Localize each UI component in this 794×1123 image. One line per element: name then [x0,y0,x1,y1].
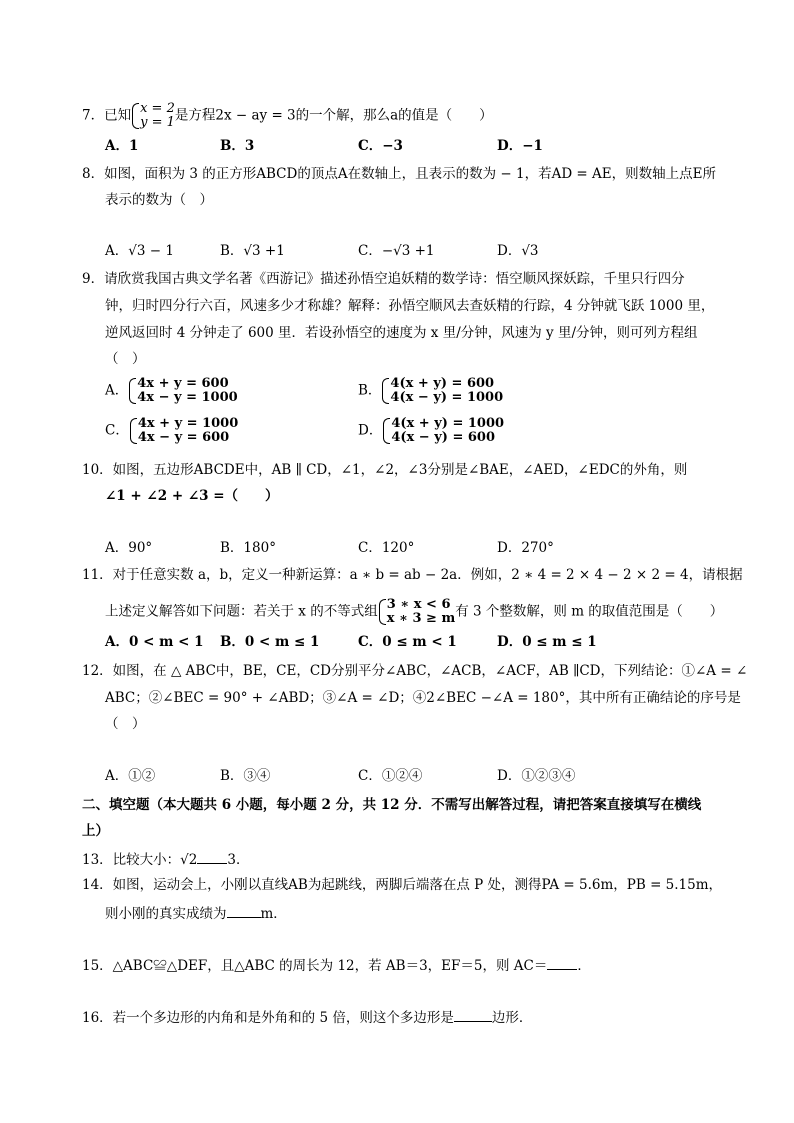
question-8-line-2: 表示的数为（ ） [105,192,213,208]
q14-answer-blank[interactable] [227,903,261,918]
question-7-stem [82,102,493,130]
section-2-heading-line-1: 二、填空题（本大题共 6 小题，每小题 2 分，共 12 分．不需写出解答过程，请把答案直接填写在横线 [82,797,702,813]
q9-b-eq-2: 4(x − y) = 1000 [390,390,504,405]
q11-line-2-suffix: 有 3 个整数解，则 m 的取值范围是（ ） [455,603,724,620]
q7-option-c: C．−3 [358,138,403,154]
question-9-line-2: 钟，归时四分行六百，风速多少才称雄？解释：孙悟空顺风去查妖精的行踪，4 分钟就飞跃 1000 里， [105,298,715,314]
q9-option-b-system [381,377,503,405]
question-9-line-1: 9．请欣赏我国古典文学名著《西游记》描述孙悟空追妖精的数学诗：悟空顺风探妖踪，千里只行四分 [82,271,685,287]
q16-suffix: 边形． [491,1010,533,1026]
q11-line-2-prefix: 上述定义解答如下问题：若关于 x 的不等式组 [105,603,378,620]
question-12-line-1: 12．如图，在 △ ABC中，BE，CE，CD分别平分∠ABC，∠ACB，∠ACF，AB ∥CD，下列结论：①∠A = ∠ [82,663,748,679]
q13-suffix: 3． [227,852,250,868]
q11-ineq-2: x ∗ 3 ≥ m [386,611,456,626]
q9-option-c-system [129,417,238,445]
q11-option-b: B．0 < m ≤ 1 [220,634,320,650]
q11-option-a: A．0 < m < 1 [105,634,204,650]
question-9-line-3: 逆风返回时 4 分钟走了 600 里．若设孙悟空的速度为 x 里/分钟，风速为 y 里/分钟，则可列方程组 [105,325,698,341]
q8-option-b: B．√3 +1 [220,243,285,259]
q12-option-a: A．①② [105,768,156,784]
q7-stem-suffix: 是方程2x − ay = 3的一个解，那么a的值是（ ） [174,107,493,124]
q11-option-c: C．0 ≤ m < 1 [358,634,457,650]
q9-option-b-label: B． [358,382,382,399]
q8-option-d: D．√3 [497,243,539,259]
question-16 [82,1007,532,1027]
question-10-line-1: 10．如图，五边形ABCDE中，AB ∥ CD，∠1，∠2，∠3分别是∠BAE，∠AED，∠EDC的外角，则 [82,462,688,478]
q9-c-eq-2: 4x − y = 600 [137,430,230,445]
q10-option-b: B．180° [220,540,276,556]
q9-a-eq-1: 4x + y = 600 [137,376,229,391]
q9-b-eq-1: 4(x + y) = 600 [390,376,495,391]
q7-eq-2: y = 1 [140,115,175,130]
q11-option-d: D．0 ≤ m ≤ 1 [497,634,597,650]
q15-answer-blank[interactable] [547,955,577,970]
q9-a-eq-2: 4x − y = 1000 [137,390,238,405]
q9-d-eq-2: 4(x − y) = 600 [391,430,496,445]
q9-option-a [105,377,238,405]
q10-option-c: C．120° [358,540,415,556]
q10-option-a: A．90° [105,540,153,556]
question-9-line-4: （ ） [105,351,146,367]
question-15 [82,955,591,975]
q12-option-c: C．①②④ [358,768,423,784]
q9-option-b [358,377,503,405]
q9-c-eq-1: 4x + y = 1000 [137,416,239,431]
q13-answer-blank[interactable] [197,849,227,864]
q15-suffix: ． [577,958,591,974]
q11-ineq-1: 3 ∗ x < 6 [386,597,451,612]
q8-option-a: A．√3 − 1 [105,243,174,259]
q7-equation-system [131,102,175,130]
q15-prefix: 15．△ABC≌△DEF，且△ABC 的周长为 12，若 AB＝3，EF＝5，则 AC＝ [82,958,548,974]
q8-option-c: C．−√3 +1 [358,243,435,259]
q7-option-d: D．−1 [497,138,543,154]
q7-stem-prefix: 7．已知 [82,107,132,124]
question-10-line-2: ∠1 + ∠2 + ∠3 =（ ） [105,488,279,504]
q9-d-eq-1: 4(x + y) = 1000 [391,416,505,431]
q7-option-a: A．1 [105,138,139,154]
q7-option-b: B．3 [220,138,255,154]
section-2-heading-line-2: 上） [82,823,109,839]
question-13 [82,849,249,869]
q9-option-d [358,417,504,445]
question-11-line-2 [105,598,723,626]
question-14-line-2 [105,903,287,923]
question-12-line-2: ABC；②∠BEC = 90° + ∠ABD；③∠A = ∠D；④2∠BEC −∠A = 180°，其中所有正确结论的序号是 [105,690,741,706]
q9-option-d-label: D． [358,422,383,439]
q11-inequality-system [378,598,456,626]
q9-option-a-label: A． [105,382,129,399]
question-11-line-1: 11．对于任意实数 a，b，定义一种新运算：a ∗ b = ab − 2a．例如，2 ∗ 4 = 2 × 4 − 2 × 2 = 4，请根据 [82,567,743,583]
q14-line-2-suffix: m． [260,906,287,922]
q9-option-c [105,417,238,445]
q9-option-c-label: C． [105,422,129,439]
q16-prefix: 16．若一个多边形的内角和是外角和的 5 倍，则这个多边形是 [82,1010,454,1026]
q12-option-d: D．①②③④ [497,768,576,784]
q7-eq-1: x = 2 [140,101,175,116]
q14-line-2-prefix: 则小刚的真实成绩为 [105,906,227,922]
q13-prefix: 13．比较大小：√2 [82,852,198,868]
q16-answer-blank[interactable] [454,1007,492,1022]
question-14-line-1: 14．如图，运动会上，小刚以直线AB为起跳线，两脚后端落在点 P 处，测得PA = 5.6m，PB = 5.15m， [82,877,723,893]
question-12-line-3: （ ） [105,716,146,732]
q12-option-b: B．③④ [220,768,271,784]
q10-option-d: D．270° [497,540,554,556]
q9-option-a-system [128,377,237,405]
question-8-line-1: 8．如图，面积为 3 的正方形ABCD的顶点A在数轴上，且表示的数为 − 1，若AD = AE，则数轴上点E所 [82,166,716,182]
q9-option-d-system [382,417,504,445]
